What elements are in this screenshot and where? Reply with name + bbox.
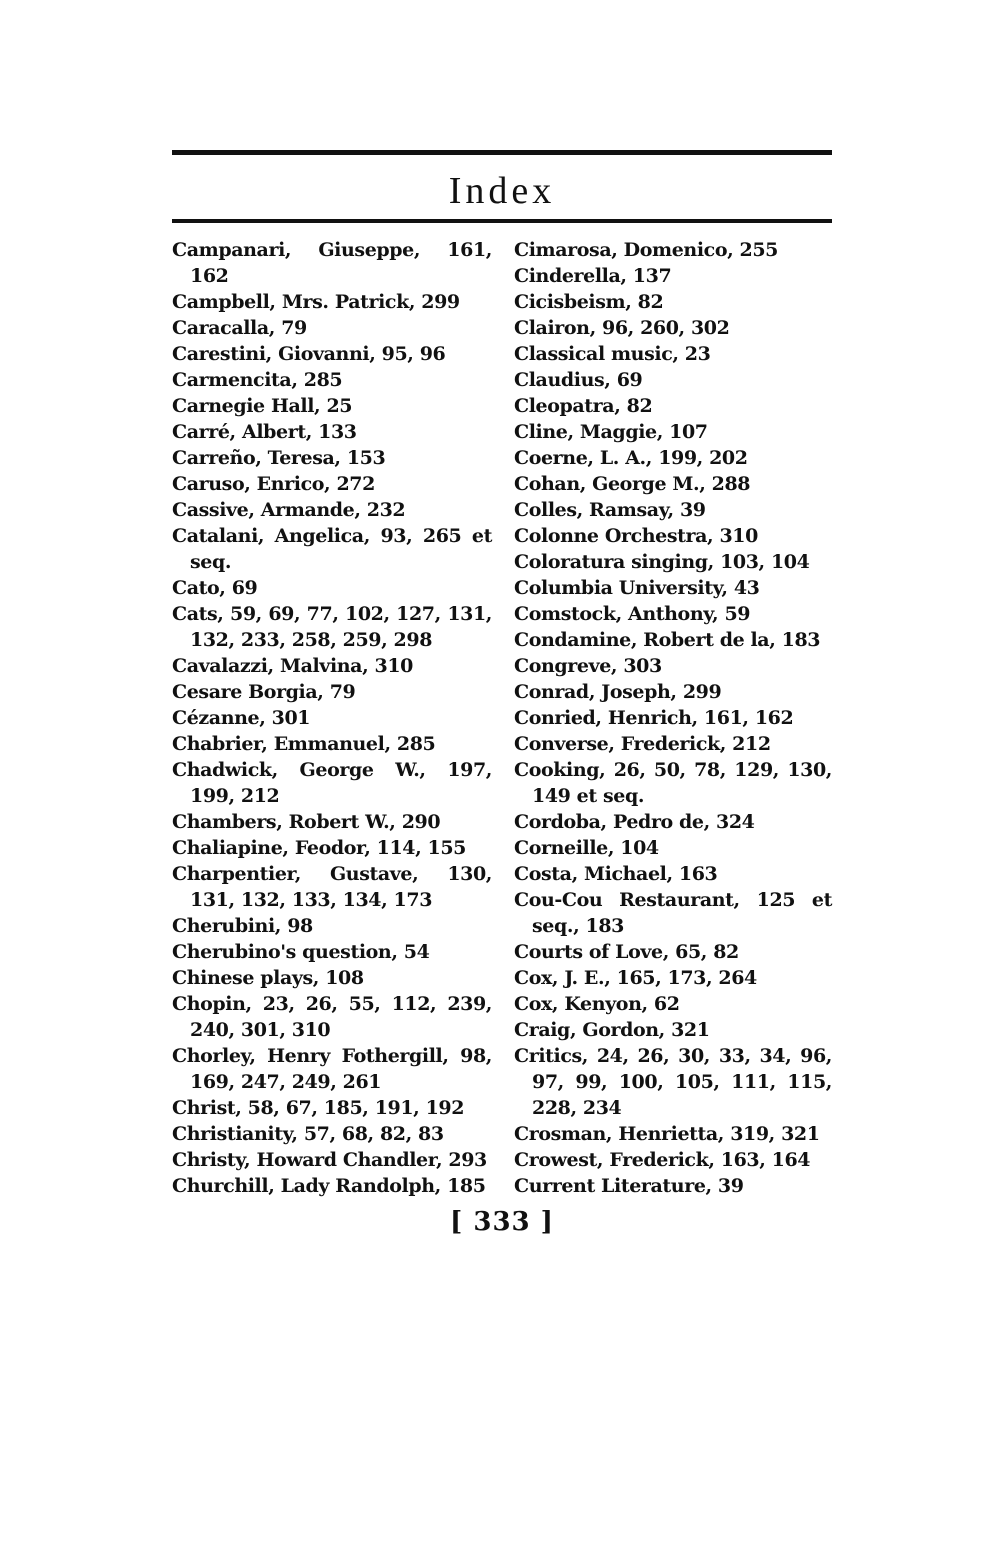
index-entry: Chaliapine, Feodor, 114, 155 [172,837,467,859]
right-column [514,237,832,1199]
index-entry: Congreve, 303 [514,655,662,677]
index-entry: Campanari, Giuseppe, 161, 162 [172,239,492,287]
index-entry: Cicisbeism, 82 [514,291,664,313]
index-entry: Christy, Howard Chandler, 293 [172,1149,487,1171]
page-title: Index [448,170,556,212]
index-entry: Cimarosa, Domenico, 255 [514,239,778,261]
index-entry: Cherubino's question, 54 [172,941,430,963]
index-entry: Converse, Frederick, 212 [514,733,771,755]
index-entry: Cézanne, 301 [172,707,311,729]
index-entry: Corneille, 104 [514,837,659,859]
index-entry: Cordoba, Pedro de, 324 [514,811,755,833]
index-entry: Columbia University, 43 [514,577,760,599]
index-entry: Chabrier, Emmanuel, 285 [172,733,436,755]
index-entry: Chopin, 23, 26, 55, 112, 239, 240, 301, 310 [172,993,492,1041]
top-rule [172,150,832,155]
index-entry: Cats, 59, 69, 77, 102, 127, 131, 132, 233, 258, 259, 298 [172,603,492,651]
index-page [172,150,832,1237]
index-entry: Charpentier, Gustave, 130, 131, 132, 133, 134, 173 [172,863,492,911]
index-entry: Christianity, 57, 68, 82, 83 [172,1123,444,1145]
index-entry: Carré, Albert, 133 [172,421,357,443]
index-columns [172,237,832,1199]
index-entry: Colles, Ramsay, 39 [514,499,706,521]
index-entry: Courts of Love, 65, 82 [514,941,739,963]
index-entry: Conrad, Joseph, 299 [514,681,722,703]
index-entry: Conried, Henrich, 161, 162 [514,707,794,729]
index-entry: Current Literature, 39 [514,1175,744,1197]
page-number: [ 333 ] [450,1207,554,1237]
index-entry: Cassive, Armande, 232 [172,499,406,521]
index-entry: Crowest, Frederick, 163, 164 [514,1149,811,1171]
index-entry: Claudius, 69 [514,369,643,391]
index-entry: Catalani, Angelica, 93, 265 et seq. [172,525,492,573]
index-entry: Carnegie Hall, 25 [172,395,353,417]
index-entry: Cou-Cou Restaurant, 125 et seq., 183 [514,889,832,937]
index-entry: Carestini, Giovanni, 95, 96 [172,343,446,365]
index-entry: Colonne Orchestra, 310 [514,525,758,547]
index-entry: Cox, J. E., 165, 173, 264 [514,967,757,989]
left-column [172,237,492,1199]
index-entry: Classical music, 23 [514,343,711,365]
index-entry: Cato, 69 [172,577,258,599]
index-entry: Caruso, Enrico, 272 [172,473,375,495]
index-entry: Cavalazzi, Malvina, 310 [172,655,413,677]
index-entry: Craig, Gordon, 321 [514,1019,710,1041]
index-entry: Cooking, 26, 50, 78, 129, 130, 149 et seq. [514,759,832,807]
index-entry: Costa, Michael, 163 [514,863,718,885]
index-entry: Chorley, Henry Fothergill, 98, 169, 247, 249, 261 [172,1045,492,1093]
index-entry: Cherubini, 98 [172,915,313,937]
index-entry: Carmencita, 285 [172,369,343,391]
index-entry: Critics, 24, 26, 30, 33, 34, 96, 97, 99, 100, 105, 111, 115, 228, 234 [514,1045,832,1119]
index-entry: Coerne, L. A., 199, 202 [514,447,748,469]
index-entry: Chambers, Robert W., 290 [172,811,441,833]
index-entry: Churchill, Lady Randolph, 185 [172,1175,486,1197]
index-entry: Cleopatra, 82 [514,395,653,417]
index-entry: Christ, 58, 67, 185, 191, 192 [172,1097,465,1119]
index-entry: Clairon, 96, 260, 302 [514,317,730,339]
index-entry: Comstock, Anthony, 59 [514,603,751,625]
index-entry: Cox, Kenyon, 62 [514,993,680,1015]
index-entry: Chinese plays, 108 [172,967,364,989]
index-entry: Cline, Maggie, 107 [514,421,708,443]
index-entry: Caracalla, 79 [172,317,307,339]
index-entry: Cohan, George M., 288 [514,473,751,495]
index-entry: Coloratura singing, 103, 104 [514,551,810,573]
title-rule [172,219,832,223]
index-entry: Carreño, Teresa, 153 [172,447,386,469]
index-entry: Cesare Borgia, 79 [172,681,356,703]
index-entry: Crosman, Henrietta, 319, 321 [514,1123,820,1145]
index-entry: Campbell, Mrs. Patrick, 299 [172,291,460,313]
index-entry: Cinderella, 137 [514,265,672,287]
index-entry: Condamine, Robert de la, 183 [514,629,821,651]
index-entry: Chadwick, George W., 197, 199, 212 [172,759,492,807]
